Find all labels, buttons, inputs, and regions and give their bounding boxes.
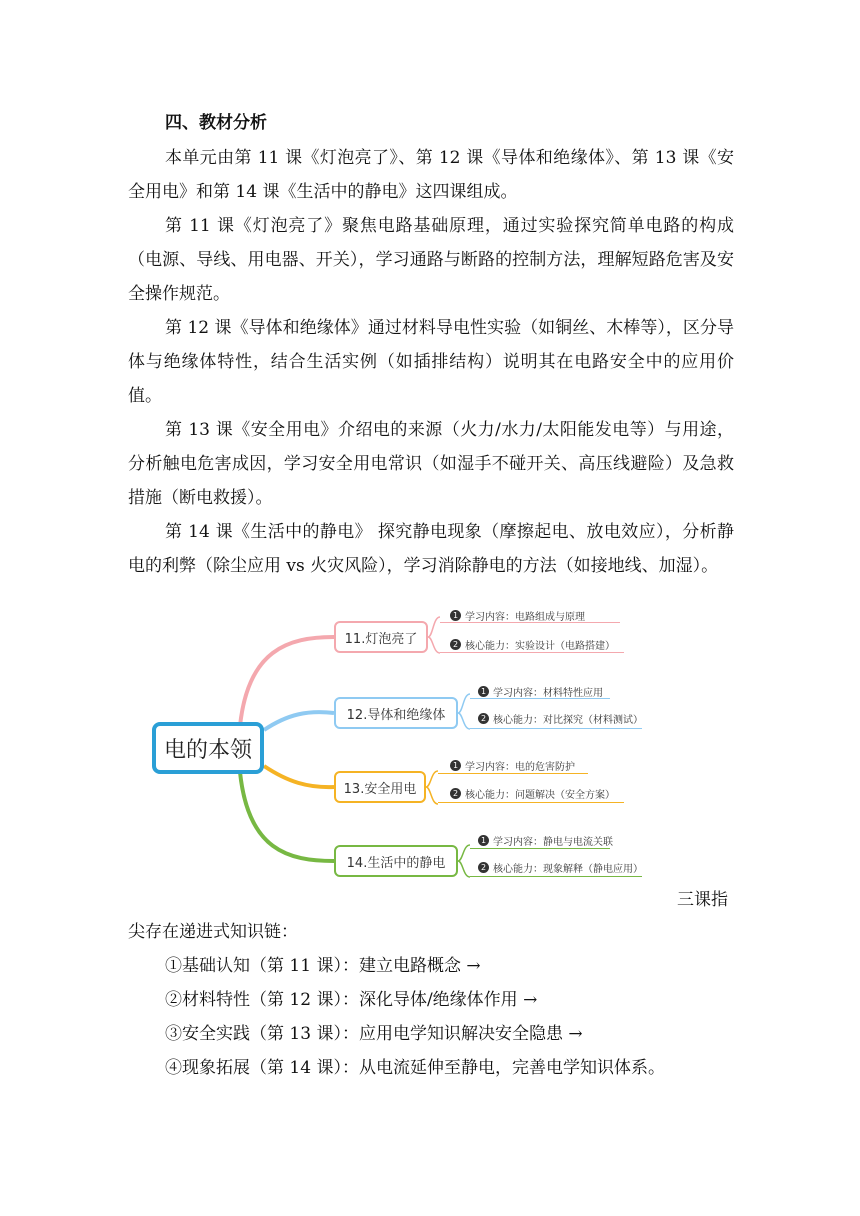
leaf-underline: [438, 773, 588, 774]
number-badge-1: 1: [478, 835, 489, 846]
leaf-14-content: 1 学习内容：静电与电流关联: [478, 833, 613, 848]
leaf-underline: [470, 848, 610, 849]
topic-lesson-14: 14.生活中的静电: [334, 845, 458, 877]
paragraph-intro: 本单元由第 11 课《灯泡亮了》、第 12 课《导体和绝缘体》、第 13 课《安全用电》和第 14 课《生活中的静电》这四课组成。: [128, 148, 734, 202]
leaf-underline: [470, 698, 610, 699]
number-badge-1: 1: [478, 686, 489, 697]
leaf-14-skill: 2 核心能力：现象解释（静电应用）: [478, 860, 643, 875]
leaf-connector-12: [458, 694, 470, 729]
paragraph-lesson-11: 第 11 课《灯泡亮了》聚焦电路基础原理，通过实验探究简单电路的构成（电源、导线、用电器、开关），学习通路与断路的控制方法，理解短路危害及安全操作规范。: [128, 216, 734, 304]
summary-item: ①基础认知（第 11 课）：建立电路概念 →: [165, 956, 481, 976]
summary-list: [128, 915, 734, 1085]
leaf-13-skill: 2 核心能力：问题解决（安全方案）: [450, 786, 615, 801]
mindmap-root: 电的本领: [152, 722, 264, 774]
number-badge-2: 2: [450, 639, 461, 650]
number-badge-2: 2: [478, 862, 489, 873]
leaf-underline: [470, 876, 642, 877]
leaf-connector-14: [458, 845, 470, 877]
leaf-11-skill: 2 核心能力：实验设计（电路搭建）: [450, 637, 615, 652]
section-heading: 四、教材分析: [165, 113, 267, 133]
summary-lead: 尖存在递进式知识链：: [128, 922, 298, 942]
paragraph-lesson-14: 第 14 课《生活中的静电》 探究静电现象（摩擦起电、放电效应），分析静电的利弊（除尘应用 vs 火灾风险），学习消除静电的方法（如接地线、加湿）。: [128, 522, 734, 576]
leaf-12-content: 1 学习内容：材料特性应用: [478, 684, 603, 699]
summary-item: ④现象拓展（第 14 课）：从电流延伸至静电，完善电学知识体系。: [165, 1058, 665, 1078]
number-badge-1: 1: [450, 760, 461, 771]
leaf-underline: [470, 728, 642, 729]
leaf-underline: [440, 622, 620, 623]
leaf-11-content: 1 学习内容：电路组成与原理: [450, 608, 585, 623]
mindmap-diagram: [128, 590, 668, 890]
branch-connector-12: [264, 712, 334, 730]
branch-connector-13: [264, 766, 334, 787]
paragraph-lesson-13: 第 13 课《安全用电》介绍电的来源（火力/水力/太阳能发电等）与用途，分析触电危害成因，学习安全用电常识（如湿手不碰开关、高压线避险）及急救措施（断电救援）。: [128, 420, 734, 508]
leaf-connector-11: [428, 617, 440, 653]
leaf-12-skill: 2 核心能力：对比探究（材料测试）: [478, 711, 643, 726]
leaf-underline: [440, 652, 624, 653]
number-badge-2: 2: [450, 788, 461, 799]
summary-lead-tail: 三课指: [677, 890, 728, 910]
topic-lesson-11: 11.灯泡亮了: [334, 621, 428, 653]
summary-item: ②材料特性（第 12 课）：深化导体/绝缘体作用 →: [165, 990, 538, 1010]
paragraph-lesson-12: 第 12 课《导体和绝缘体》通过材料导电性实验（如铜丝、木棒等），区分导体与绝缘体特性，结合生活实例（如插排结构）说明其在电路安全中的应用价值。: [128, 318, 734, 406]
leaf-13-content: 1 学习内容：电的危害防护: [450, 758, 575, 773]
leaf-connector-13: [426, 771, 438, 804]
topic-lesson-13: 13.安全用电: [334, 771, 426, 803]
number-badge-2: 2: [478, 713, 489, 724]
summary-item: ③安全实践（第 13 课）：应用电学知识解决安全隐患 →: [165, 1024, 583, 1044]
leaf-underline: [438, 802, 624, 803]
topic-lesson-12: 12.导体和绝缘体: [334, 697, 458, 729]
number-badge-1: 1: [450, 610, 461, 621]
